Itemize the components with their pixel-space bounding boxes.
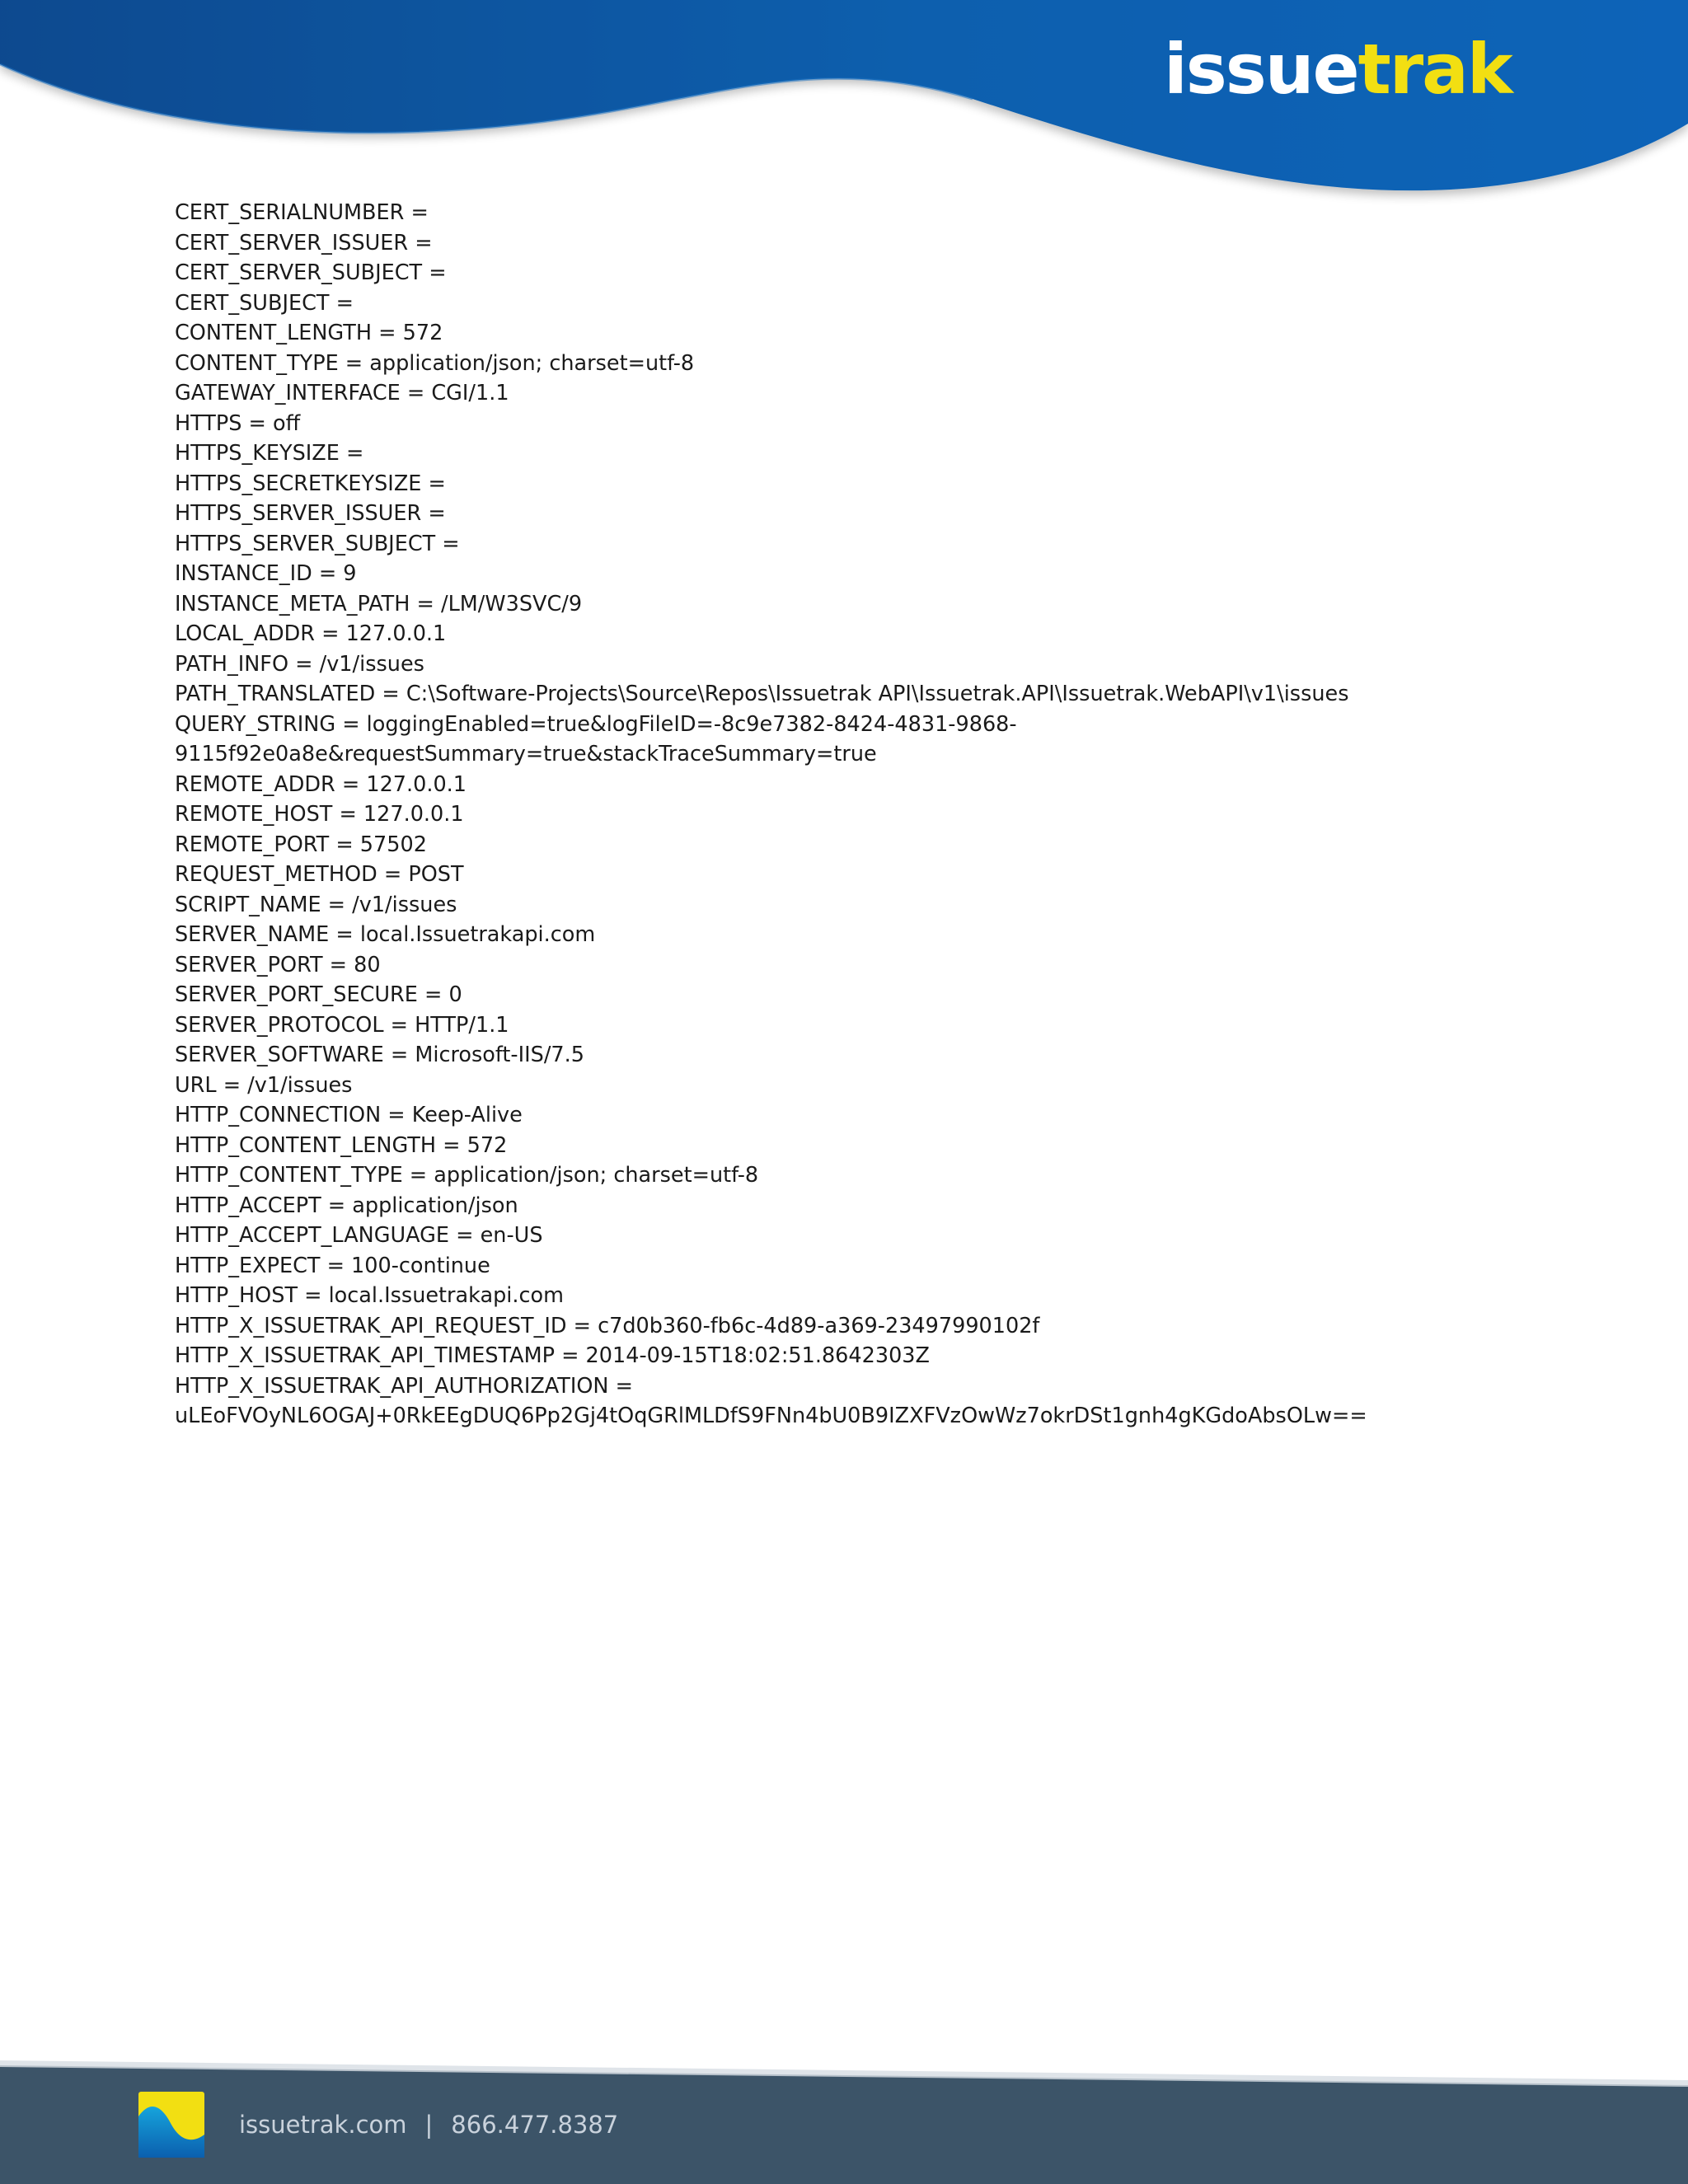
footer-separator: | — [424, 2111, 434, 2139]
variable-line: CERT_SUBJECT = — [175, 290, 354, 316]
variable-line: HTTP_ACCEPT_LANGUAGE = en-US — [175, 1223, 543, 1248]
variable-line: uLEoFVOyNL6OGAJ+0RkEEgDUQ6Pp2Gj4tOqGRlMLDfS9FNn4bU0B9IZXFVzOwWz7okrDSt1gnh4gKGdoAbsOLw== — [175, 1404, 1367, 1428]
variable-line: SCRIPT_NAME = /v1/issues — [175, 892, 457, 917]
variable-line: HTTPS_KEYSIZE = — [175, 441, 364, 466]
variable-line: REMOTE_HOST = 127.0.0.1 — [175, 802, 464, 827]
issuetrak-logo — [1164, 28, 1512, 110]
variable-line: HTTPS_SERVER_SUBJECT = — [175, 531, 460, 556]
variable-line: REQUEST_METHOD = POST — [175, 862, 464, 887]
issuetrak-wave-icon — [138, 2092, 204, 2158]
variable-line: HTTP_HOST = local.Issuetrakapi.com — [175, 1283, 564, 1308]
variable-line: CERT_SERIALNUMBER = — [175, 200, 429, 225]
variable-line: REMOTE_PORT = 57502 — [175, 832, 427, 857]
variable-line: CERT_SERVER_SUBJECT = — [175, 260, 447, 285]
variable-line: CONTENT_LENGTH = 572 — [175, 321, 443, 345]
variable-line: CONTENT_TYPE = application/json; charset=utf-8 — [175, 350, 695, 376]
variable-line: HTTP_ACCEPT = application/json — [175, 1193, 518, 1218]
footer-contact — [239, 2108, 618, 2141]
variable-line: HTTP_X_ISSUETRAK_API_TIMESTAMP = 2014-09-15T18:02:51.8642303Z — [175, 1343, 930, 1368]
variable-line: SERVER_PROTOCOL = HTTP/1.1 — [175, 1012, 509, 1038]
variable-line: INSTANCE_META_PATH = /LM/W3SVC/9 — [175, 591, 583, 616]
variable-line: HTTP_X_ISSUETRAK_API_REQUEST_ID = c7d0b360-fb6c-4d89-a369-23497990102f — [175, 1313, 1040, 1338]
variable-line: HTTPS_SECRETKEYSIZE = — [175, 471, 446, 496]
variable-line: PATH_INFO = /v1/issues — [175, 651, 424, 677]
variable-line: GATEWAY_INTERFACE = CGI/1.1 — [175, 381, 509, 405]
variable-line: SERVER_NAME = local.Issuetrakapi.com — [175, 922, 596, 947]
variable-line: PATH_TRANSLATED = C:\Software-Projects\Source\Repos\Issuetrak API\Issuetrak.API\Issuetrak.WebAPI\v1\issues — [175, 682, 1349, 706]
variable-line: 9115f92e0a8e&requestSummary=true&stackTraceSummary=true — [175, 742, 877, 766]
footer-website-link[interactable]: issuetrak.com — [239, 2111, 407, 2139]
page-footer — [0, 2036, 1688, 2184]
variable-line: HTTP_X_ISSUETRAK_API_AUTHORIZATION = — [175, 1373, 633, 1399]
variable-line: LOCAL_ADDR = 127.0.0.1 — [175, 621, 447, 646]
variable-line: URL = /v1/issues — [175, 1072, 353, 1098]
variable-line: HTTPS = off — [175, 410, 301, 436]
variable-line: HTTP_CONTENT_TYPE = application/json; charset=utf-8 — [175, 1163, 759, 1188]
variable-line: REMOTE_ADDR = 127.0.0.1 — [175, 771, 467, 797]
variable-line: HTTPS_SERVER_ISSUER = — [175, 501, 446, 526]
variable-line: INSTANCE_ID = 9 — [175, 561, 357, 586]
variable-line: SERVER_SOFTWARE = Microsoft-IIS/7.5 — [175, 1043, 584, 1067]
variable-line: HTTP_EXPECT = 100-continue — [175, 1253, 490, 1278]
variable-line: SERVER_PORT = 80 — [175, 952, 381, 977]
variable-line: SERVER_PORT_SECURE = 0 — [175, 982, 462, 1007]
server-variables-listing — [175, 198, 1576, 1432]
footer-phone[interactable]: 866.477.8387 — [451, 2111, 619, 2139]
variable-line: CERT_SERVER_ISSUER = — [175, 230, 433, 255]
variable-line: HTTP_CONTENT_LENGTH = 572 — [175, 1132, 508, 1158]
variable-line: QUERY_STRING = loggingEnabled=true&logFileID=-8c9e7382-8424-4831-9868- — [175, 711, 1017, 737]
logo-word-issue: issue — [1164, 29, 1358, 110]
logo-word-trak: trak — [1357, 29, 1512, 110]
variable-line: HTTP_CONNECTION = Keep-Alive — [175, 1103, 523, 1127]
